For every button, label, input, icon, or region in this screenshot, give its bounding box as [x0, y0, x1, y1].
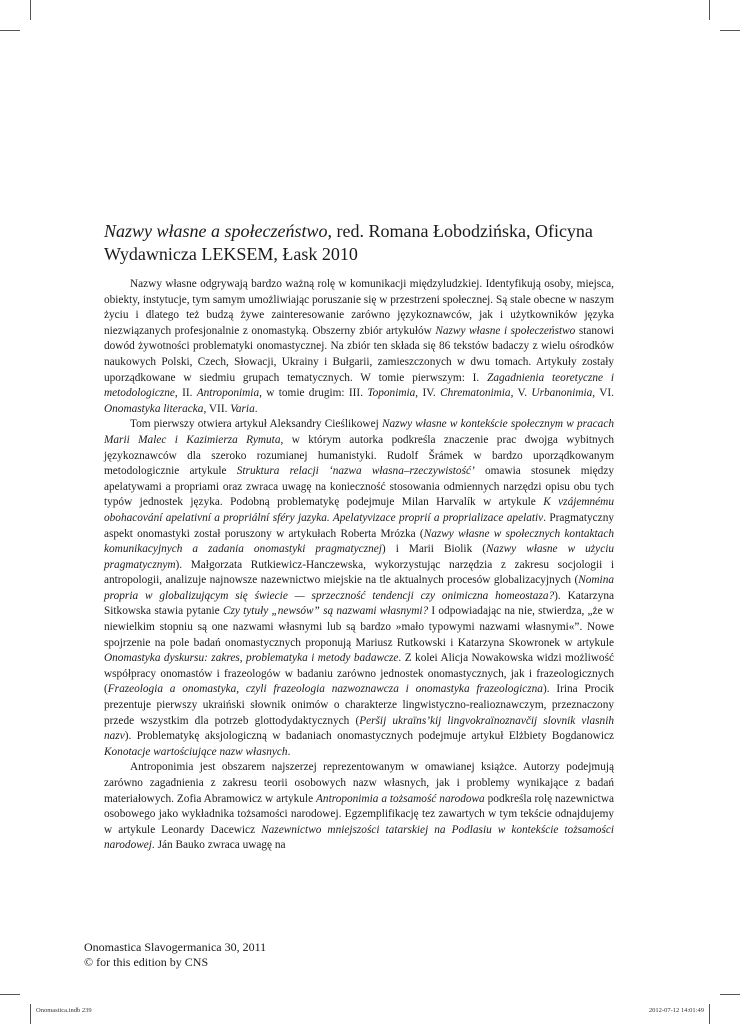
journal-citation: Onomastica Slavogermanica 30, 2011 — [84, 940, 267, 954]
text-span: omawia stosunek między apelatywami a propriami oraz zwraca uwagę na konieczność stosowania odmiennych narzędzi opisu obu tych typów jednostek języka. Podobną problematykę podejmuje Milan Harvalík w artykule — [104, 465, 614, 509]
text-span: , II. — [174, 387, 197, 400]
text-span: . Pragmatyczny aspekt onomastyki został poruszony w artykułach Roberta Mrózka ( — [104, 511, 614, 540]
italic-title-span: K vzájemnému obohacování apelativní a propriální sféry jazyka. Apelatyvizace proprií a proprializace apelativ — [104, 496, 614, 524]
italic-title-span: Nazwy własne w kontekście społecznym w pracach Marii Malec i Kazimierza Rymuta — [104, 418, 614, 446]
italic-title-span: Nomina propria w globalizującym się świecie — sprzeczność tendencji czy onimiczna homeostaza? — [104, 574, 614, 602]
crop-mark-bottom-left — [30, 1004, 31, 1024]
text-span: . Z kolei Alicja Nowakowska widzi możliwość współpracy onomastów i frazeologów w badaniu zarówno jednostek onomastycznych, jak i frazeologicznych ( — [104, 652, 614, 696]
paragraph — [104, 760, 614, 854]
italic-title-span: Frazeologia a onomastyka, czyli frazeologia nazwoznawcza i onomastyka frazeologiczna — [107, 683, 543, 696]
crop-mark-top-right-h — [720, 30, 740, 31]
paragraph — [104, 277, 614, 417]
italic-title-span: Nazwy własne w użyciu pragmatycznym — [104, 543, 614, 571]
copyright-notice: © for this edition by CNS — [84, 955, 209, 969]
text-span: ). Irina Procik prezentuje pierwszy ukraiński słownik onimów o charakterze lingwistyczno-realioznawczym, przeznaczony przede wszystkim dla potrzeb glottodydaktycznych ( — [104, 683, 614, 727]
text-span: . Ján Bauko zwraca uwagę na — [151, 839, 286, 852]
text-span: , V. — [510, 387, 532, 400]
paragraph — [104, 417, 614, 760]
italic-title-span: Onomastyka literacka — [104, 402, 204, 415]
italic-title-span: Urbanonimia — [531, 387, 593, 400]
italic-title-span: Antroponimia — [196, 387, 260, 400]
review-title-publication: , red. Romana Łobodzińska, Oficyna Wydawnicza LEKSEM, Łask 2010 — [104, 221, 593, 264]
text-span: ). Małgorzata Rutkiewicz-Hanczewska, wykorzystując narzędzia z zakresu socjologii i antropologii, analizuje najnowsze nazewnictwo miejskie na tle aktualnych procesów globalizacyjnych ( — [104, 558, 614, 587]
text-span: , w którym autorka podkreśla znaczenie prac dwojga wybitnych językoznawców dla szeroko rozumianej humanistyki. Rudolf Šrámek w bardzo uporządkowanym metodologicznie artykule — [104, 433, 614, 478]
print-slug-file: Onomastica.indb 239 — [36, 1007, 92, 1014]
crop-mark-top-left-h — [0, 30, 20, 31]
text-span: . — [287, 745, 291, 758]
italic-title-span: Nazewnictwo mniejszości tatarskiej na Podlasiu w kontekście tożsamości narodowej — [104, 823, 614, 852]
text-span: , VII. — [203, 402, 231, 415]
page-footer — [84, 940, 266, 970]
text-span: Antroponimia jest obszarem najszerzej reprezentowanym w omawianej książce. Autorzy podejmują zarówno zagadnienia z zakresu teorii osobowych nazw własnych, jak i problemy wynikające z badań materiałowych. Zofia Abramowicz w artykule — [104, 761, 614, 805]
print-slug-timestamp: 2012-07-12 14:01:49 — [648, 1007, 704, 1014]
italic-title-span: Onomastyka dyskursu: zakres, problematyka i metody badawcze — [104, 652, 399, 665]
italic-title-span: Peršij ukraïns’kij lingvokraïnoznavčij slovnik vlasnih nazv — [104, 714, 614, 743]
crop-mark-bottom-left-h — [0, 994, 20, 995]
text-span: podkreśla rolę nazewnictwa osobowego jako wykładnika tożsamości narodowej. Egzemplifikację tez zawartych w tym tekście odnajdujemy w artykule Leonardy Dacewicz — [104, 792, 614, 836]
text-span: stanowi dowód żywotności problematyki onomastycznej. Na zbiór ten składa się 86 tekstów badaczy z wielu ośrodków naukowych Polski, Czech, Słowacji, Ukrainy i Bułgarii, zamieszczonych w dwu tomach. Artykuły zostały uporządkowane w siedmiu grupach tematycznych. W tomie pierwszym: I. — [104, 324, 614, 384]
italic-title-span: Varia — [230, 402, 255, 415]
italic-title-span: Czy tytuły „newsów” są nazwami własnymi? — [222, 605, 429, 618]
italic-title-span: Antroponimia a tożsamość narodowa — [316, 792, 485, 805]
review-title — [104, 220, 624, 266]
crop-mark-bottom-right — [709, 1004, 710, 1024]
text-span: , VI. — [592, 387, 614, 400]
italic-title-span: Konotacje wartościujące nazw własnych — [104, 745, 288, 758]
italic-title-span: Toponimia — [367, 387, 416, 400]
text-span: , IV. — [415, 387, 441, 400]
crop-mark-top-left — [30, 0, 31, 20]
italic-title-span: Nazwy własne w społecznych kontaktach komunikacyjnych a zadania onomastyki pragmatycznej — [104, 527, 614, 556]
text-span: ) i Marii Biolik ( — [381, 543, 487, 556]
review-title-book: Nazwy własne a społeczeństwo — [104, 221, 328, 241]
text-span: I odpowiadając na nie, stwierdza, „że w niewielkim stopniu są one nazwami własnymi lub są bardzo »mało typowymi nazwami własnymi«”. Nowe spojrzenie na pole badań onomastycznych proponują Mariusz Rutkowski i Katarzyna Skowronek w artykule — [104, 605, 614, 649]
italic-title-span: Zagadnienia teoretyczne i metodologiczne — [104, 371, 614, 400]
crop-mark-top-right — [709, 0, 710, 20]
crop-mark-bottom-right-h — [720, 994, 740, 995]
review-body — [104, 277, 614, 854]
text-span: . — [254, 402, 258, 415]
italic-title-span: Struktura relacji ‘nazwa własna–rzeczywistość’ — [236, 465, 475, 478]
text-span: Tom pierwszy otwiera artykuł Aleksandry Cieślikowej — [130, 418, 382, 431]
text-span: ). Katarzyna Sitkowska stawia pytanie — [104, 589, 614, 618]
text-span: Nazwy własne odgrywają bardzo ważną rolę w komunikacji międzyludzkiej. Identyfikują osoby, miejsca, obiekty, instytucje, tym samym umożliwiając poruszanie się w przestrzeni społecznej. Są stale obecne w naszym życiu i dlatego też budzą żywe zainteresowanie zarówno językoznawców, jak i użytkowników języka niezwiązanych profesjonalnie z onomastyką. Obszerny zbiór artykułów — [104, 278, 614, 337]
italic-title-span: Chrematonimia — [440, 387, 511, 400]
text-span: ). Problematykę aksjologiczną w badaniach onomastycznych podejmuje artykuł Elżbiety Bogdanowicz — [124, 730, 614, 743]
italic-title-span: Nazwy własne i społeczeństwo — [435, 324, 576, 337]
text-span: , w tomie drugim: III. — [259, 387, 368, 400]
